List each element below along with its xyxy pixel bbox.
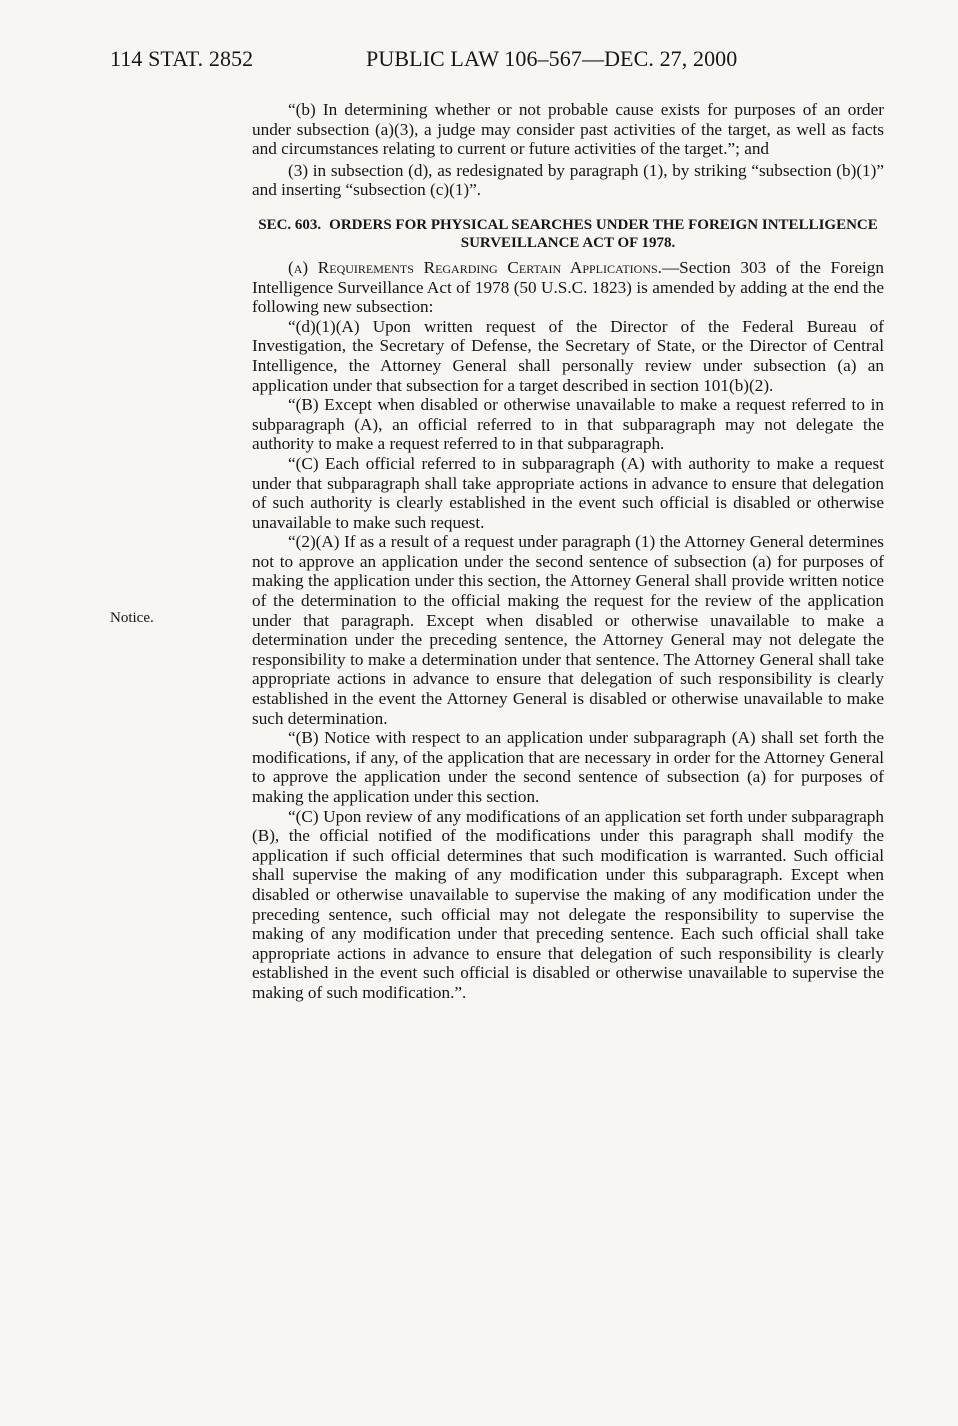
paragraph-d1A: “(d)(1)(A) Upon written request of the Director of the Federal Bureau of Investigation, the Secretary of Defense, the Secretary of State, or the Director of Central Intelligence, the Attorney General shall personally review under subsection (a) an application under that subsection for a target described in section 101(b)(2). [252, 316, 884, 395]
paragraph-d2C: “(C) Upon review of any modifications of an application set forth under subparagraph (B), the official notified of the modifications under this paragraph shall modify the application if such official determines that such modification is warranted. Such official shall supervise the making of any modification under this subparagraph. Except when disabled or otherwise unavailable to supervise the making of any modification under the preceding sentence, such official may not delegate the responsibility to supervise the making of any modification under that preceding sentence. Each such official shall take appropriate actions in advance to ensure that delegation of such responsibility is clearly established in the event such official is disabled or otherwise unavailable to supervise the making of such modification.”. [252, 806, 884, 1002]
paragraph-3-redesignation: (3) in subsection (d), as redesignated by paragraph (1), by striking “subsection (b)(1)” and inserting “subsection (c)(1)”. [252, 160, 884, 200]
paragraph-d1B: “(B) Except when disabled or otherwise unavailable to make a request referred to in subparagraph (A), an official referred to in that subparagraph may not delegate the authority to make a request referred to in that subparagraph. [252, 395, 884, 454]
paragraph-b-probable-cause: “(b) In determining whether or not probable cause exists for purposes of an order under subsection (a)(3), a judge may consider past activities of the target, as well as facts and circumstances relating to current or future activities of the target.”; and [252, 100, 884, 159]
paragraph-d1C: “(C) Each official referred to in subparagraph (A) with authority to make a request under that subparagraph shall take appropriate actions in advance to ensure that delegation of such authority is clearly established in the event such official is disabled or otherwise unavailable to make such request. [252, 453, 884, 532]
section-title: ORDERS FOR PHYSICAL SEARCHES UNDER THE FOREIGN INTELLIGENCE SURVEILLANCE ACT OF 1978. [329, 216, 878, 251]
paragraph-d2B: “(B) Notice with respect to an application under subparagraph (A) shall set forth the modifications, if any, of the application that are necessary in order for the Attorney General to approve the application under the second sentence of subsection (a) for purposes of making the application under this section. [252, 728, 884, 806]
subsection-a [252, 258, 884, 317]
public-law-citation: PUBLIC LAW 106–567—DEC. 27, 2000 [366, 46, 738, 71]
section-heading [252, 216, 884, 252]
margin-note-notice: Notice. [110, 610, 154, 626]
subsection-a-heading: (a) Requirements Regarding Certain Applications. [288, 257, 662, 277]
section-number: SEC. 603. [258, 216, 322, 233]
subsection-a-text: —Section 303 of the Foreign Intelligence Surveillance Act of 1978 (50 U.S.C. 1823) is amended by adding at the end the following new subsection: [252, 257, 884, 317]
stat-citation: 114 STAT. 2852 [110, 46, 254, 71]
paragraph-d2A: “(2)(A) If as a result of a request under paragraph (1) the Attorney General determines not to approve an application under the second sentence of subsection (a) for purposes of making the application under this section, the Attorney General shall provide written notice of the determination to the official making the request for the review of the application under that paragraph. Except when disabled or otherwise unavailable to make a determination under the preceding sentence, the Attorney General may not delegate the responsibility to make a determination under that sentence. The Attorney General shall take appropriate actions in advance to ensure that delegation of such responsibility is clearly established in the event the Attorney General is disabled or otherwise unavailable to make such determination. [252, 532, 884, 728]
body-text [252, 100, 884, 1003]
